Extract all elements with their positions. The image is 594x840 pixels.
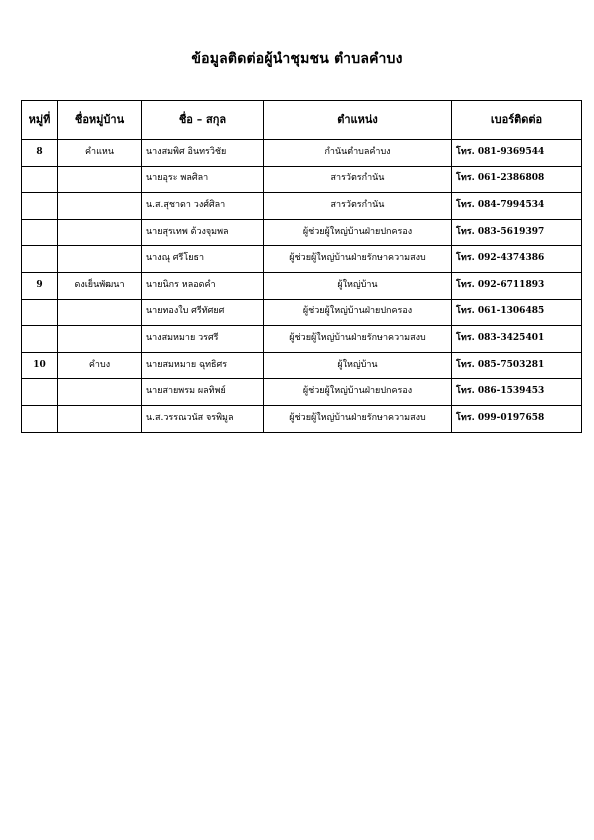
cell-village — [58, 193, 142, 220]
cell-name: น.ส.วรรณวนัส จรพิมูล — [142, 405, 264, 432]
table-row — [22, 219, 582, 246]
header-moo: หมู่ที่ — [22, 101, 58, 140]
cell-village — [58, 405, 142, 432]
cell-name: นายนิกร หลอดคำ — [142, 272, 264, 299]
table-row — [22, 405, 582, 432]
contact-table — [21, 100, 582, 433]
cell-moo — [22, 379, 58, 406]
cell-name: น.ส.สุชาดา วงศ์ศิลา — [142, 193, 264, 220]
cell-moo — [22, 219, 58, 246]
cell-position: กำนันตำบลคำบง — [264, 140, 452, 167]
table-row — [22, 140, 582, 167]
cell-phone: โทร. 081-9369544 — [452, 140, 582, 167]
cell-village — [58, 299, 142, 326]
cell-position: ผู้ช่วยผู้ใหญ่บ้านฝ่ายรักษาความสงบ — [264, 246, 452, 273]
cell-position: ผู้ใหญ่บ้าน — [264, 272, 452, 299]
cell-phone: โทร. 099-0197658 — [452, 405, 582, 432]
cell-name: นายสายพรม ผลทิพย์ — [142, 379, 264, 406]
table-header-row — [22, 101, 582, 140]
cell-name: นายสุรเทพ ด้วงจุมพล — [142, 219, 264, 246]
cell-position: ผู้ช่วยผู้ใหญ่บ้านฝ่ายปกครอง — [264, 379, 452, 406]
header-name: ชื่อ – สกุล — [142, 101, 264, 140]
table-row — [22, 166, 582, 193]
cell-position: ผู้ใหญ่บ้าน — [264, 352, 452, 379]
cell-phone: โทร. 085-7503281 — [452, 352, 582, 379]
cell-moo — [22, 193, 58, 220]
cell-position: สารวัตรกำนัน — [264, 166, 452, 193]
cell-position: ผู้ช่วยผู้ใหญ่บ้านฝ่ายปกครอง — [264, 299, 452, 326]
cell-village — [58, 379, 142, 406]
cell-phone: โทร. 092-4374386 — [452, 246, 582, 273]
cell-moo: 8 — [22, 140, 58, 167]
cell-name: นางสมพิศ อินทรวิชัย — [142, 140, 264, 167]
cell-village — [58, 246, 142, 273]
cell-moo — [22, 246, 58, 273]
cell-village — [58, 166, 142, 193]
cell-phone: โทร. 092-6711893 — [452, 272, 582, 299]
cell-phone: โทร. 083-3425401 — [452, 326, 582, 353]
cell-village: คำบง — [58, 352, 142, 379]
cell-phone: โทร. 061-1306485 — [452, 299, 582, 326]
cell-phone: โทร. 084-7994534 — [452, 193, 582, 220]
cell-moo — [22, 405, 58, 432]
cell-name: นางณุ ศรีโยธา — [142, 246, 264, 273]
cell-village: ดงเย็นพัฒนา — [58, 272, 142, 299]
cell-village — [58, 219, 142, 246]
table-row — [22, 193, 582, 220]
table-row — [22, 326, 582, 353]
cell-village — [58, 326, 142, 353]
cell-village: คำแหน — [58, 140, 142, 167]
cell-name: นายสมหมาย ฉุทธิศร — [142, 352, 264, 379]
cell-position: ผู้ช่วยผู้ใหญ่บ้านฝ่ายปกครอง — [264, 219, 452, 246]
table-row — [22, 246, 582, 273]
cell-phone: โทร. 086-1539453 — [452, 379, 582, 406]
cell-moo — [22, 166, 58, 193]
table-row — [22, 352, 582, 379]
cell-position: สารวัตรกำนัน — [264, 193, 452, 220]
cell-name: นายอุระ พลศิลา — [142, 166, 264, 193]
cell-name: นายทองใบ ศรีทัศยศ — [142, 299, 264, 326]
header-position: ตำแหน่ง — [264, 101, 452, 140]
table-row — [22, 379, 582, 406]
header-village: ชื่อหมู่บ้าน — [58, 101, 142, 140]
header-phone: เบอร์ติดต่อ — [452, 101, 582, 140]
cell-phone: โทร. 083-5619397 — [452, 219, 582, 246]
cell-position: ผู้ช่วยผู้ใหญ่บ้านฝ่ายรักษาความสงบ — [264, 405, 452, 432]
cell-position: ผู้ช่วยผู้ใหญ่บ้านฝ่ายรักษาความสงบ — [264, 326, 452, 353]
table-row — [22, 299, 582, 326]
cell-moo — [22, 326, 58, 353]
cell-moo — [22, 299, 58, 326]
cell-name: นางสมหมาย วรศรี — [142, 326, 264, 353]
document-title: ข้อมูลติดต่อผู้นำชุมชน ตำบลคำบง — [191, 51, 403, 67]
cell-moo: 9 — [22, 272, 58, 299]
cell-moo: 10 — [22, 352, 58, 379]
table-row — [22, 272, 582, 299]
cell-phone: โทร. 061-2386808 — [452, 166, 582, 193]
